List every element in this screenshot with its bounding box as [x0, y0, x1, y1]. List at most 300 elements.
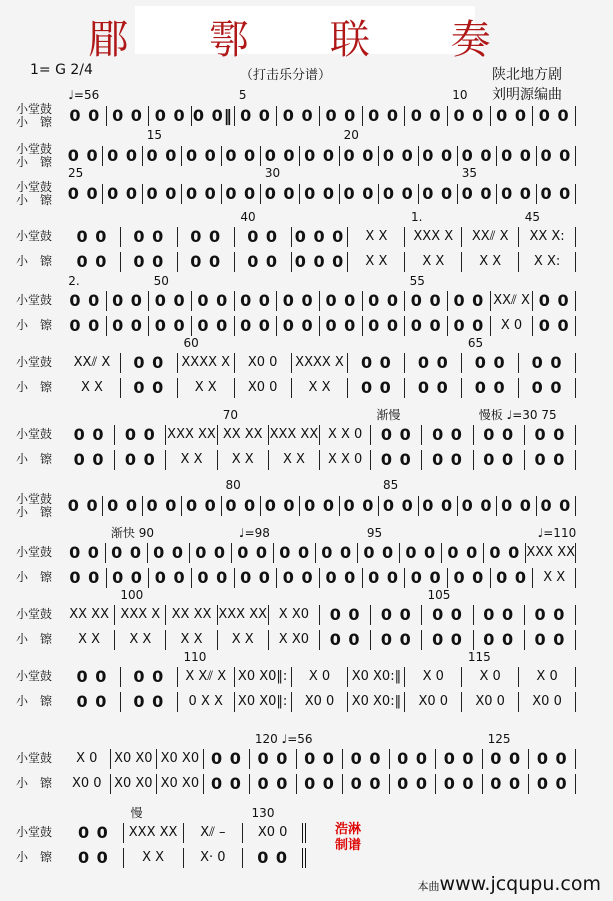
- measures: [64, 450, 576, 470]
- arranger: 刘明源编曲: [492, 87, 562, 103]
- measure: 0 0: [64, 291, 107, 311]
- measure: 0 0: [491, 106, 534, 126]
- part-label: 小 镲: [16, 380, 53, 394]
- drum-staff: [16, 602, 576, 627]
- measure: 0 0: [232, 543, 274, 563]
- drum-staff: [16, 288, 576, 313]
- measures: [64, 184, 576, 204]
- score-body: [16, 0, 576, 901]
- measure: 0 0: [497, 146, 536, 166]
- measure: 0 0: [320, 316, 363, 336]
- measure: X X: [64, 630, 115, 650]
- score-marker: 85: [383, 478, 399, 492]
- measure: 0 0: [484, 543, 526, 563]
- measure: X0 0: [235, 378, 292, 398]
- measure: 0 0: [497, 496, 536, 516]
- measure: X X: [348, 252, 405, 272]
- measure: 0 0: [405, 378, 462, 398]
- measure: 0 0: [107, 568, 150, 588]
- measure: X· 0: [184, 848, 244, 868]
- measure: 0 0: [64, 106, 107, 126]
- measures: [64, 823, 306, 843]
- measure: 0 0: [178, 227, 235, 247]
- measure: 0 0: [277, 291, 320, 311]
- measure: 0 0: [64, 848, 124, 868]
- footer-prefix: 本曲: [417, 880, 440, 893]
- score-marker: 35: [461, 166, 478, 180]
- drum-staff: [16, 664, 576, 689]
- measure: X0 X0‖:: [235, 667, 292, 687]
- measure: X X: [64, 378, 121, 398]
- key-signature: 1= G 2/4: [30, 62, 93, 78]
- measure: XXX XX: [218, 605, 269, 625]
- measure: X X0: [269, 605, 320, 625]
- score-marker: 2.: [68, 274, 80, 288]
- measure: X0 X0:‖: [348, 667, 405, 687]
- measures: [64, 106, 576, 126]
- measures: [64, 425, 576, 445]
- measure: XX⫽ X: [64, 353, 121, 373]
- measure: 0 0: [222, 146, 261, 166]
- measure: X 0: [491, 316, 534, 336]
- score-system: [16, 88, 576, 130]
- measure: 0 0: [533, 291, 576, 311]
- measure: 0 0: [121, 252, 178, 272]
- cymbal-staff: [16, 627, 576, 652]
- measure: X0 X0: [111, 774, 158, 794]
- measure: 0 0: [442, 543, 484, 563]
- drum-staff: [16, 492, 576, 520]
- drum-staff: [16, 540, 576, 565]
- measure: X⫽ –: [184, 823, 244, 843]
- measure: XXX XX: [124, 823, 184, 843]
- score-marker: 1.: [411, 210, 423, 224]
- measure: 0 0: [277, 106, 320, 126]
- measure: 0 0: [192, 291, 235, 311]
- drum-staff: [16, 102, 576, 130]
- measure: 0 0: [436, 749, 483, 769]
- measure: X X: [124, 848, 184, 868]
- score-marker: 45: [524, 210, 541, 224]
- measure: X0 X0:‖: [348, 692, 405, 712]
- part-label-drum: 小堂鼓: [16, 492, 53, 506]
- measure: XXX XX: [166, 425, 217, 445]
- measure: 0 0: [107, 316, 150, 336]
- measure: 0 0: [235, 227, 292, 247]
- measure: 0 0: [405, 353, 462, 373]
- measure: 0 0: [192, 568, 235, 588]
- measures: [64, 543, 576, 563]
- measure: 0 0: [491, 568, 534, 588]
- measure: X0 X0: [111, 749, 158, 769]
- measure: XXXX X: [178, 353, 235, 373]
- measures: [64, 749, 576, 769]
- measure: 0 0: [343, 749, 390, 769]
- measure: 0 0: [222, 184, 261, 204]
- measure: X 0: [519, 667, 576, 687]
- measure: 0 0: [297, 749, 344, 769]
- measure: 0 0: [204, 774, 251, 794]
- measure: 0 0: [107, 291, 150, 311]
- measure: 0 0: [204, 749, 251, 769]
- measure: 0 0: [300, 184, 339, 204]
- measure: 0 0: [250, 749, 297, 769]
- score-marker: 渐快 90: [110, 526, 155, 540]
- measure: 0 0: [448, 106, 491, 126]
- measure: 0 0: [474, 450, 525, 470]
- measure: 0 0: [348, 378, 405, 398]
- measure: 0 0: [64, 450, 115, 470]
- score-system: [16, 588, 576, 652]
- part-label: [16, 103, 64, 129]
- measure: 0 0: [462, 353, 519, 373]
- measure: 0 0: [64, 496, 103, 516]
- measure: 0 0: [419, 496, 458, 516]
- score-marker: 65: [467, 336, 484, 350]
- score-marker: 55: [409, 274, 425, 288]
- measure: 0 0: [371, 425, 422, 445]
- part-label: 小 镲: [16, 850, 53, 864]
- measure: 0 0: [537, 146, 576, 166]
- part-label: [16, 181, 64, 207]
- measure: X0 X0: [157, 774, 204, 794]
- measure: 0 0: [458, 146, 497, 166]
- score-system: [16, 408, 576, 472]
- measure: 0 0: [222, 496, 261, 516]
- measures: [64, 227, 576, 247]
- measure: 0 0: [405, 316, 448, 336]
- drum-staff: [16, 142, 576, 170]
- measure: X0 0: [64, 774, 111, 794]
- drum-staff: [16, 746, 576, 771]
- score-marker: 50: [153, 274, 169, 288]
- measure: 0 0: [64, 692, 121, 712]
- measure: 0 0: [422, 425, 473, 445]
- measure: X 0: [64, 749, 111, 769]
- measure: 0 0: [149, 568, 192, 588]
- measures: [64, 252, 576, 272]
- measure: X0 0: [462, 692, 519, 712]
- cymbal-staff: [16, 845, 306, 870]
- score-marker: 120 ♩=56: [254, 732, 313, 746]
- measure: 0 0: [448, 316, 491, 336]
- measure: 0 0: [277, 568, 320, 588]
- measure: 0 0: [405, 568, 448, 588]
- measure: 0 0: [115, 425, 166, 445]
- measure: 0 0: [316, 543, 358, 563]
- measure: 0 0: [340, 146, 379, 166]
- part-label: [16, 493, 64, 519]
- measure: 0 0: [243, 848, 306, 868]
- part-label: 小堂鼓: [16, 607, 53, 621]
- measure: XX XX: [64, 605, 115, 625]
- measure: X0 0: [519, 692, 576, 712]
- measure: XX⫽ X: [491, 291, 534, 311]
- measure: 0 0: [448, 291, 491, 311]
- measure: 0 0: [64, 146, 103, 166]
- measure: 0 0: [363, 291, 406, 311]
- measure: 0 0: [422, 630, 473, 650]
- measures: [64, 378, 576, 398]
- cymbal-staff: [16, 375, 576, 400]
- measure: XXX X: [405, 227, 462, 247]
- measure: 0 0: [297, 774, 344, 794]
- part-label: 小堂鼓: [16, 355, 53, 369]
- part-label: 小 镲: [16, 452, 53, 466]
- measure: 0 0: [400, 543, 442, 563]
- measure: 0 0: [363, 568, 406, 588]
- score-marker: 渐慢: [376, 408, 401, 422]
- measure: X X: [292, 378, 349, 398]
- measure: 0 0: [537, 496, 576, 516]
- measure: 0 0: [497, 184, 536, 204]
- measure: XXXX X: [292, 353, 349, 373]
- measure: 0 0: [529, 749, 576, 769]
- measure: 0 0: [148, 543, 190, 563]
- measure: 0 0: [474, 630, 525, 650]
- score-marker: ♩=110: [537, 526, 577, 540]
- measure: 0 0: [390, 774, 437, 794]
- score-marker: 60: [183, 336, 199, 350]
- measure: 0 0: [519, 353, 576, 373]
- measures: [64, 692, 576, 712]
- measure: 0 0: [300, 496, 339, 516]
- measure: XX XX: [166, 605, 217, 625]
- part-label: 小堂鼓: [16, 545, 53, 559]
- measure: X X: [462, 252, 519, 272]
- measure: X0 0: [405, 692, 462, 712]
- measure: 0 0: [107, 106, 150, 126]
- score-marker: 30: [264, 166, 281, 180]
- measure: 0 0: [448, 568, 491, 588]
- measure: 0 0: [474, 605, 525, 625]
- measure: 0 0: [64, 823, 124, 843]
- score-marker: 25: [67, 166, 84, 180]
- measure: X X 0: [320, 450, 371, 470]
- measure: 0 X X: [178, 692, 235, 712]
- measure: 0 0: [64, 184, 103, 204]
- score-marker: 慢板 ♩=30 75: [478, 408, 557, 422]
- part-label: 小堂鼓: [16, 293, 53, 307]
- measure: 0 0: [405, 106, 448, 126]
- measure: 0 0: [363, 106, 406, 126]
- measure: 0 0: [250, 774, 297, 794]
- measure: 0 0: [182, 496, 221, 516]
- measure: X X:: [519, 252, 576, 272]
- measure: 0 0: [149, 291, 192, 311]
- measure: 0 0: [277, 316, 320, 336]
- measures: [64, 146, 576, 166]
- measure: 0 0: [379, 184, 418, 204]
- measure: X X: [218, 630, 269, 650]
- measures: [64, 291, 576, 311]
- measure: 0 0: [537, 184, 576, 204]
- measure: 0 0: [422, 605, 473, 625]
- measure: 0 0: [320, 106, 363, 126]
- drum-staff: [16, 422, 576, 447]
- measure: X 0: [462, 667, 519, 687]
- measure: 0 0: [320, 630, 371, 650]
- measure: 0 0: [436, 774, 483, 794]
- score-marker: 115: [467, 650, 491, 664]
- measure: X 0: [292, 667, 349, 687]
- measure: 0 0: [121, 353, 178, 373]
- score-system: [16, 526, 577, 590]
- score-marker: 95: [366, 526, 383, 540]
- part-label: 小堂鼓: [16, 427, 53, 441]
- measure: 0 0: [235, 568, 278, 588]
- measure: 0 0: [340, 184, 379, 204]
- measure: 0 0: [533, 106, 576, 126]
- score-marker: 110: [183, 650, 207, 664]
- measure: 0 0: [64, 425, 115, 445]
- measure: X X: [218, 450, 269, 470]
- part-label-drum: 小堂鼓: [16, 102, 53, 116]
- drum-staff: [16, 350, 576, 375]
- part-label: 小 镲: [16, 254, 53, 268]
- measure: 0 0: [320, 605, 371, 625]
- measure: XX X:: [519, 227, 576, 247]
- measure: X0 X0‖:: [235, 692, 292, 712]
- measures: [64, 667, 576, 687]
- measure: X X: [405, 252, 462, 272]
- score-marker: 慢: [130, 806, 143, 820]
- score-marker: 100: [120, 588, 144, 602]
- measure: X X: [269, 450, 320, 470]
- subtitle: （打击乐分谱）: [240, 68, 332, 83]
- measure: 0 0: [143, 496, 182, 516]
- score-marker: 10: [452, 88, 468, 102]
- part-label: 小 镲: [16, 694, 53, 708]
- measure: XX⫽ X: [462, 227, 519, 247]
- measure: X0 X0: [157, 749, 204, 769]
- measures: [64, 568, 576, 588]
- score-marker: 80: [225, 478, 241, 492]
- score-title: 郿 鄠 联 奏: [88, 17, 525, 63]
- measure: 0 0: [64, 568, 107, 588]
- genre: 陕北地方剧: [492, 67, 562, 83]
- drum-staff: [16, 820, 306, 845]
- part-label: 小堂鼓: [16, 825, 53, 839]
- cymbal-staff: [16, 447, 576, 472]
- measure: 0 0: [483, 749, 530, 769]
- measure: 0 0: [525, 450, 576, 470]
- measure: 0 0: [525, 630, 576, 650]
- measure: X0 0: [292, 692, 349, 712]
- measure: 0 0: [390, 749, 437, 769]
- score-system: [16, 210, 576, 274]
- footer: [418, 873, 601, 895]
- score-marker: 20: [343, 128, 359, 142]
- measure: 0 0: [149, 316, 192, 336]
- measure: 0 0: [343, 774, 390, 794]
- measure: 0 0: [103, 496, 142, 516]
- measure: 0 0: [182, 146, 221, 166]
- measure: 0 0: [379, 496, 418, 516]
- measure: 0 0: [320, 291, 363, 311]
- measure: X0 0: [243, 823, 306, 843]
- score-marker: 130: [251, 806, 275, 820]
- measure: 0 0: [533, 316, 576, 336]
- measure: 0 0: [358, 543, 400, 563]
- measure: 0 0: [474, 425, 525, 445]
- part-label-drum: 小堂鼓: [16, 180, 53, 194]
- part-label: 小 镲: [16, 632, 53, 646]
- score-marker: 40: [240, 210, 256, 224]
- measure: 0 0: [103, 184, 142, 204]
- part-label: 小 镲: [16, 776, 53, 790]
- measures: [64, 496, 576, 516]
- measure: 0 0: [121, 692, 178, 712]
- measure: 0 0: [192, 316, 235, 336]
- part-label: [16, 143, 64, 169]
- measure: 0 0: [149, 106, 192, 126]
- measure: 0 0: [190, 543, 232, 563]
- measure: 0 0: [300, 146, 339, 166]
- measure: 0 0: [121, 667, 178, 687]
- measure: 0 0: [64, 227, 121, 247]
- measure: 0 0: [458, 496, 497, 516]
- measure: 0 0: [106, 543, 148, 563]
- measure: 0 0: [405, 291, 448, 311]
- measure: 0 0: [379, 146, 418, 166]
- part-label: 小堂鼓: [16, 751, 53, 765]
- measure: 0 0: [458, 184, 497, 204]
- part-label: 小 镲: [16, 570, 53, 584]
- measure: 0 0: [371, 605, 422, 625]
- measure: 0 0: [422, 450, 473, 470]
- score-system: [16, 650, 576, 714]
- measure: 0 0: [525, 425, 576, 445]
- measure: X X: [166, 630, 217, 650]
- measure: 0 0: [340, 496, 379, 516]
- score-marker: 5: [238, 88, 247, 102]
- measure: 0 0: [64, 543, 106, 563]
- score-system: [16, 274, 576, 338]
- measure: 0 0: [462, 378, 519, 398]
- measure: X0 0: [235, 353, 292, 373]
- measure: 0 0: [261, 146, 300, 166]
- cymbal-staff: [16, 689, 576, 714]
- measure: X X: [178, 378, 235, 398]
- measure: 0 0: [235, 106, 278, 126]
- score-marker: 15: [146, 128, 162, 142]
- measure: 0 0: [235, 291, 278, 311]
- measure: X X: [533, 568, 576, 588]
- measure: 0 0: [363, 316, 406, 336]
- measure: 0 0: [115, 450, 166, 470]
- drum-staff: [16, 224, 576, 249]
- measures: [64, 605, 576, 625]
- part-label: 小 镲: [16, 318, 53, 332]
- score-system: [16, 336, 576, 400]
- measure: 0 0: [371, 630, 422, 650]
- score-marker: ♩=56: [68, 88, 100, 102]
- cymbal-staff: [16, 249, 576, 274]
- measure: 0 0: [64, 252, 121, 272]
- measure: 0 0: [261, 184, 300, 204]
- measures: [64, 316, 576, 336]
- measure: 0 0 0: [292, 252, 349, 272]
- part-label: 小堂鼓: [16, 229, 53, 243]
- measure: XXX X: [115, 605, 166, 625]
- part-label-drum: 小堂鼓: [16, 142, 53, 156]
- part-label-cymbal: 小 镲: [16, 115, 53, 129]
- measures: [64, 848, 306, 868]
- measure: 0 0: [419, 146, 458, 166]
- score-system: [16, 478, 576, 520]
- part-label-cymbal: 小 镲: [16, 193, 53, 207]
